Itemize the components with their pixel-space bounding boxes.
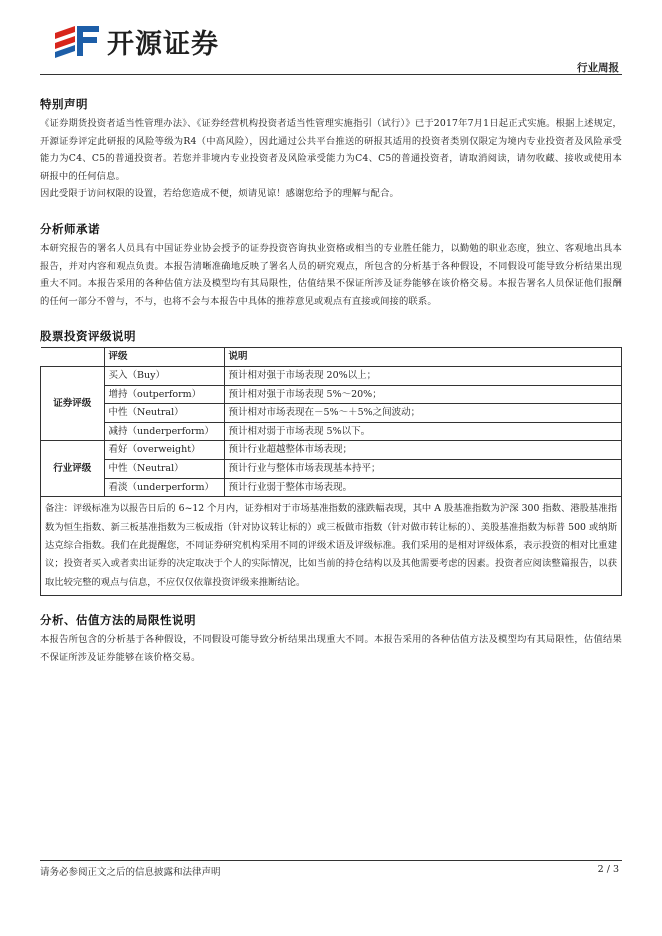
- paragraph: 本研究报告的署名人员具有中国证券业协会授予的证券投资咨询执业资格或相当的专业胜任能力，以勤勉的职业态度，独立、客观地出具本报告，并对内容和观点负责。本报告清晰准确地反映了署名人员的研究观点，所包含的分析基于各种假设，不同假设可能导致分析结果出现重大不同。本报告采用的各种估值方法及模型均有其局限性，估值结果不保证所涉及证券能够在该价格交易。本报告署名人员保证他们报酬的任何一部分不曾与，不与，也将不会与本报告中具体的推荐意见或观点有直接或间接的联系。: [40, 242, 622, 307]
- rating-note: 备注：评级标准为以报告日后的 6~12 个月内，证券相对于市场基准指数的涨跌幅表现，其中 A 股基准指数为沪深 300 指数、港股基准指数为恒生指数、新三板基准指数为三板成指（针对协议转让标的）或三板做市指数（针对做市转让标的）、美股基准指数为标普 500 或纳斯达克综合指数。我们在此提醒您，不同证券研究机构采用不同的评级术语及评级标准。我们采用的是相对评级体系，表示投资的相对比重建议；投资者买入或者卖出证券的决定取决于个人的实际情况，比如当前的持仓结构以及其他需要考虑的因素。投资者应阅读整篇报告，以获取比较完整的观点与信息，不应仅仅依靠投资评级来推断结论。: [41, 497, 622, 596]
- desc-cell: 预计相对强于市场表现 5%～20%；: [224, 385, 622, 404]
- table-row: [41, 385, 622, 404]
- grade-cell: 增持（outperform）: [104, 385, 224, 404]
- report-type-label: 行业周报: [577, 62, 619, 74]
- footer-divider: [40, 860, 622, 861]
- section-title: 分析师承诺: [40, 221, 100, 236]
- logo-text: 开源证券: [107, 28, 219, 60]
- table-header-row: [41, 348, 622, 367]
- table-row: [41, 441, 622, 460]
- analyst-commitment-section: [40, 221, 622, 310]
- rating-table: [40, 347, 622, 596]
- limitations-section: [40, 612, 622, 666]
- category-cell: 行业评级: [41, 441, 105, 497]
- paragraph: 《证券期货投资者适当性管理办法》、《证券经营机构投资者适当性管理实施指引（试行）》已于2017年7月1日起正式实施。根据上述规定，开源证券评定此研报的风险等级为R4（中高风险），因此通过公共平台推送的研报其适用的投资者类别仅限定为境内专业投资者及风险承受能力为C4、C5的普通投资者。若您并非境内专业投资者及风险承受能力为C4、C5的普通投资者，请取消阅读，请勿收藏、接收或使用本研报中的任何信息。: [40, 118, 622, 182]
- category-cell: 证券评级: [41, 366, 105, 440]
- desc-cell: 预计行业超越整体市场表现；: [224, 441, 622, 460]
- table-row: [41, 422, 622, 441]
- footer-disclaimer: 请务必参阅正文之后的信息披露和法律声明: [40, 867, 221, 878]
- grade-cell: 买入（Buy）: [104, 366, 224, 385]
- grade-cell: 中性（Neutral）: [104, 404, 224, 423]
- table-row: [41, 478, 622, 497]
- special-statement-section: [40, 96, 622, 203]
- table-note-row: [41, 497, 622, 596]
- header-divider: [40, 74, 622, 75]
- grade-cell: 中性（Neutral）: [104, 459, 224, 478]
- table-row: [41, 404, 622, 423]
- table-row: [41, 459, 622, 478]
- desc-cell: 预计行业弱于整体市场表现。: [224, 478, 622, 497]
- table-header-grade: 评级: [104, 348, 224, 367]
- paragraph: 本报告所包含的分析基于各种假设，不同假设可能导致分析结果出现重大不同。本报告采用的各种估值方法及模型均有其局限性，估值结果不保证所涉及证券能够在该价格交易。: [40, 634, 622, 663]
- desc-cell: 预计相对市场表现在－5%～＋5%之间波动；: [224, 404, 622, 423]
- table-row: [41, 366, 622, 385]
- section-title: 特别声明: [40, 97, 88, 111]
- section-title: 股票投资评级说明: [40, 329, 136, 344]
- grade-cell: 减持（underperform）: [104, 422, 224, 441]
- desc-cell: 预计行业与整体市场表现基本持平；: [224, 459, 622, 478]
- main-content: [40, 96, 622, 676]
- page-number: 2 / 3: [597, 864, 619, 875]
- table-cell: [41, 348, 105, 367]
- table-header-desc: 说明: [224, 348, 622, 367]
- grade-cell: 看好（overweight）: [104, 441, 224, 460]
- paragraph: 因此受限于访问权限的设置，若给您造成不便，烦请见谅！感谢您给予的理解与配合。: [40, 188, 399, 200]
- kaiyuan-logo-icon: [53, 24, 101, 58]
- rating-section: [40, 328, 622, 596]
- grade-cell: 看淡（underperform）: [104, 478, 224, 497]
- desc-cell: 预计相对弱于市场表现 5%以下。: [224, 422, 622, 441]
- desc-cell: 预计相对强于市场表现 20%以上；: [224, 366, 622, 385]
- brand-logo: [53, 22, 219, 60]
- section-title: 分析、估值方法的局限性说明: [40, 613, 196, 628]
